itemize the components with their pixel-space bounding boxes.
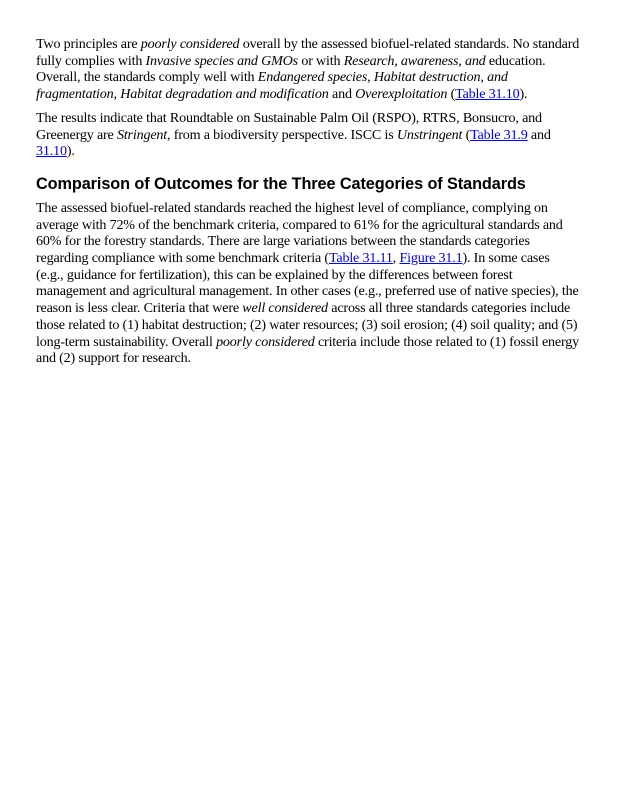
emphasis-overexploitation: Overexploitation bbox=[355, 86, 448, 103]
link-table-31-9[interactable]: Table 31.9 bbox=[470, 126, 528, 143]
text-run: or with bbox=[297, 52, 344, 69]
text-run: across all three standards categories include those related to (1) habitat destruction; (2) water resources; (3) soil erosion; (4) soil quality; and (5) long-term sustainability. Overall bbox=[36, 300, 578, 350]
text-run: ). bbox=[66, 143, 75, 160]
link-table-31-11[interactable]: Table 31.11 bbox=[328, 250, 393, 267]
text-run: , from a biodiversity perspective. ISCC is bbox=[167, 126, 397, 143]
link-figure-31-1[interactable]: Figure 31.1 bbox=[399, 250, 463, 267]
paragraph-comparison bbox=[36, 200, 580, 367]
text-run: The assessed biofuel-related standards reached the highest level of compliance, complying on average with 72% of the benchmark criteria, compared to 61% for the agricultural standards and 60% for the forestry standards. There are large variations between the standards categories regarding compliance with some benchmark criteria ( bbox=[36, 199, 563, 267]
text-run: The results indicate that Roundtable on Sustainable Palm Oil (RSPO), RTRS, Bonsucro, and Greenergy are bbox=[36, 109, 542, 143]
section-heading: Comparison of Outcomes for the Three Categories of Standards bbox=[36, 174, 526, 193]
emphasis-poorly-considered: poorly considered bbox=[140, 36, 240, 52]
emphasis-poorly-considered: poorly considered bbox=[216, 333, 315, 350]
emphasis-endangered-species: Endangered species, Habitat destruction, and fragmentation, Habitat degradation and modification bbox=[36, 69, 508, 103]
link-31-10[interactable]: 31.10 bbox=[36, 143, 67, 160]
link-table-31-10[interactable]: Table 31.10 bbox=[455, 86, 520, 103]
text-run: , bbox=[392, 250, 400, 267]
text-run: Two principles are bbox=[36, 36, 141, 52]
text-run: and bbox=[527, 126, 551, 143]
text-run: ( bbox=[462, 126, 471, 143]
document-page bbox=[36, 36, 580, 374]
text-run: and bbox=[328, 86, 356, 103]
paragraph-results bbox=[36, 110, 580, 160]
emphasis-well-considered: well considered bbox=[242, 300, 328, 317]
emphasis-research-awareness: Research, awareness, and bbox=[343, 52, 486, 69]
text-run: overall by the assessed biofuel-related standards. No standard fully complies with bbox=[36, 36, 580, 69]
text-run: criteria include those related to (1) fossil energy and (2) support for research. bbox=[36, 333, 579, 367]
emphasis-unstringent: Unstringent bbox=[396, 126, 463, 143]
text-run: ( bbox=[447, 86, 456, 103]
text-run: education. Overall, the standards comply well with bbox=[36, 52, 546, 86]
emphasis-stringent: Stringent bbox=[116, 126, 168, 143]
paragraph-principles bbox=[36, 36, 580, 103]
emphasis-invasive-species: Invasive species and GMOs bbox=[145, 52, 298, 69]
text-run: ). bbox=[519, 86, 528, 103]
text-run: ). In some cases (e.g., guidance for fertilization), this can be explained by the differences between forest management and agricultural management. In other cases (e.g., preferred use of native species), the reason is less clear. Criteria that were bbox=[36, 250, 579, 317]
